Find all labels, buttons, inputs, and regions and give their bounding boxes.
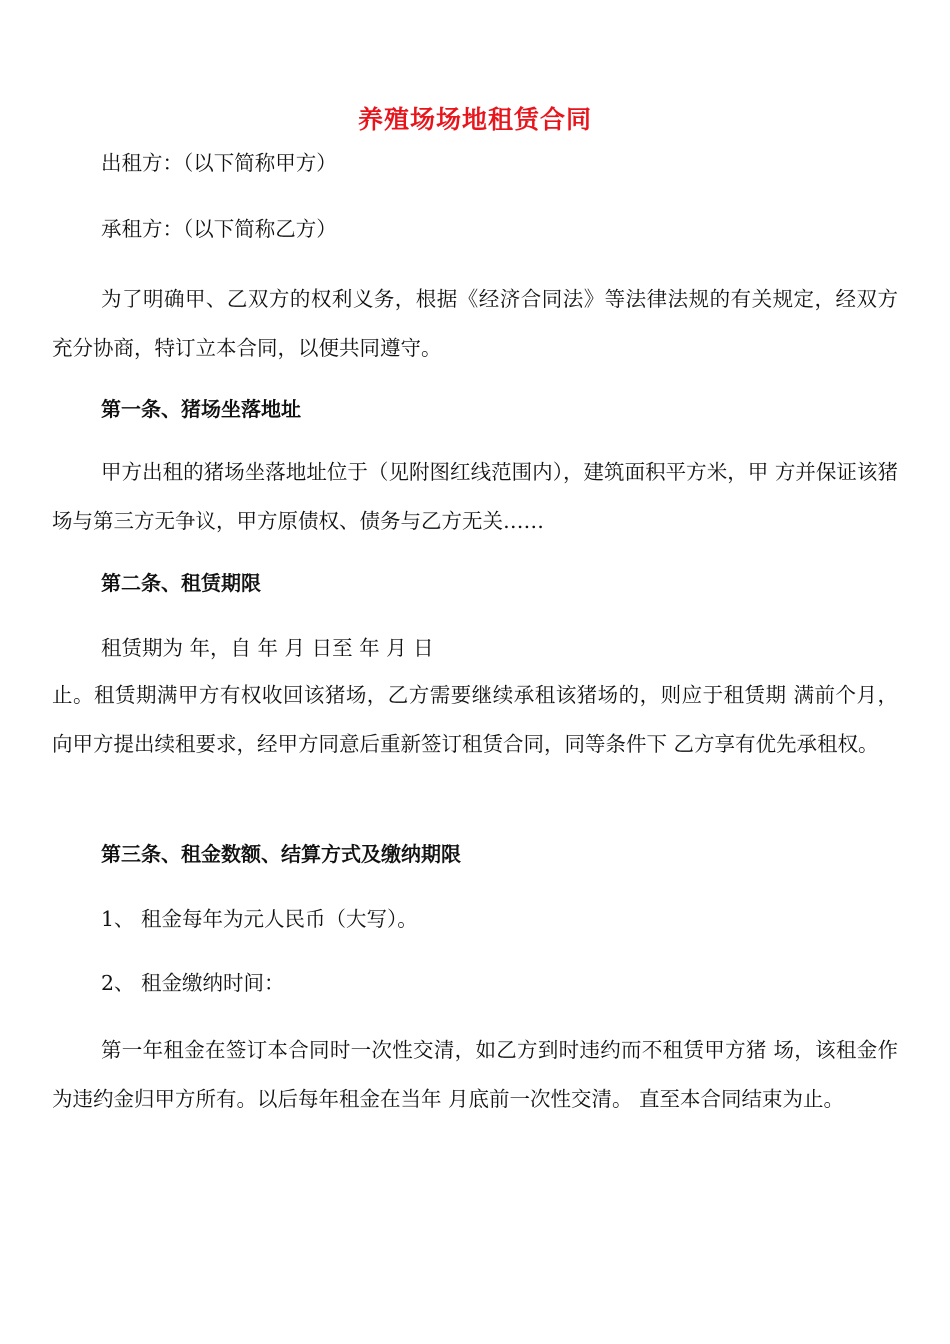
article-3-item-1: 1、 租金每年为元人民币（大写）。 — [101, 907, 418, 931]
article-1-heading: 第一条、猪场坐落地址 — [101, 397, 301, 421]
document-title: 养殖场场地租赁合同 — [357, 105, 592, 134]
article-3-heading: 第三条、租金数额、结算方式及缴纳期限 — [101, 842, 461, 866]
article-2-term-line: 租赁期为 年，自 年 月 日至 年 月 日 — [101, 636, 434, 660]
lessee-line: 承租方：（以下简称乙方） — [101, 217, 337, 241]
preamble-paragraph: 为了明确甲、乙双方的权利义务，根据《经济合同法》等法律法规的有关规定，经双方充分协商，特订立本合同，以便共同遵守。 — [52, 287, 898, 360]
lessor-line: 出租方：（以下简称甲方） — [101, 151, 337, 175]
article-2-heading: 第二条、租赁期限 — [101, 571, 261, 595]
article-3-item-2: 2、 租金缴纳时间： — [101, 971, 285, 995]
article-3-paragraph: 第一年租金在签订本合同时一次性交清，如乙方到时违约而不租赁甲方猪 场，该租金作为违约金归甲方所有。以后每年租金在当年 月底前一次性交清。 直至本合同结束为止。 — [52, 1038, 898, 1111]
article-2-paragraph: 止。租赁期满甲方有权收回该猪场，乙方需要继续承租该猪场的，则应于租赁期 满前个月，向甲方提出续租要求，经甲方同意后重新签订租赁合同，同等条件下 乙方享有优先承租权。 — [52, 683, 898, 756]
article-1-paragraph: 甲方出租的猪场坐落地址位于（见附图红线范围内），建筑面积平方米，甲 方并保证该猪场与第三方无争议，甲方原债权、债务与乙方无关…… — [52, 460, 898, 533]
